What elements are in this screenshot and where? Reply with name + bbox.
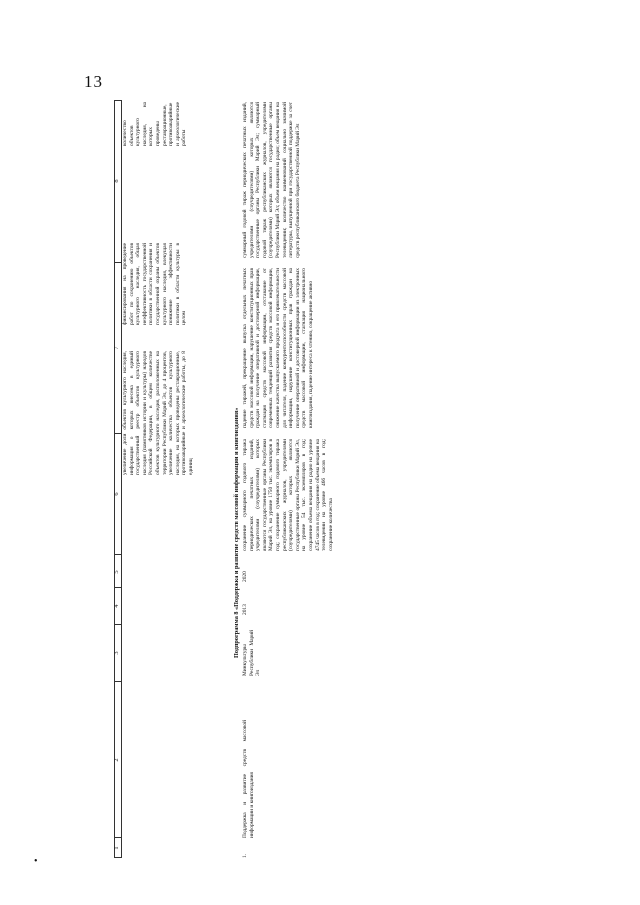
col-rule bbox=[114, 554, 122, 555]
col-rule bbox=[114, 681, 122, 682]
col-rule bbox=[114, 624, 122, 625]
row-col6: сохранение суммарного годового тиража периодических печатных изданий, учредителями (соучредителями) которых являются государственные органы Республики Марий Эл, на уровне 1750 тыс. экземпляров в год; сохранение суммарного годового тиража республиканских журналов, учредителями (соучредителями) которых являются государственные органы Республики Марий Эл, на уровне 54 тыс. экземпляров в год; сохранение объема вещания на радио на уровне 4745 часов в год; сохранение объема вещания на телевидении на уровне 466 часов в год; сохранение количества bbox=[242, 439, 334, 551]
subprogram-title: Подпрограмма 8 «Поддержка и развитие средств массовой информации и книгоиздания» bbox=[233, 407, 240, 658]
upper-row-col8: количество объектов культурного наследия, на которых проведены реставрационные, противоаварийные и археологические работы bbox=[122, 102, 188, 146]
upper-row-col6: увеличение доли объектов культурного наследия, информация о которых внесена в единый государственный реестр объектов культурного наследия (памятников истории и культуры) народов Российской Федерации, в общем количестве объектов культурного наследия, расположенных на территории Республики Марий Эл, до 4 процентов, увеличение количества объектов культурного наследия, на которых проведены реставрационные, противоаварийные и археологические работы, до 8 единиц bbox=[122, 351, 194, 475]
upper-row-col7: финансирования на проведение работ по сохранению объектов культурного наследия, общая неэффективность государственной политики в области сохранения и государственной охраны объектов культурного наследия, влекущая понижение эффективности политики в области культуры в целом bbox=[122, 243, 188, 325]
table-grid bbox=[104, 100, 534, 858]
col-rule bbox=[114, 100, 122, 101]
row-number: 1. bbox=[242, 853, 248, 858]
row-end-year: 2020 bbox=[242, 571, 248, 582]
col-header-6: 6 bbox=[113, 492, 120, 496]
header-top-rule bbox=[114, 100, 115, 858]
col-header-8: 8 bbox=[113, 179, 120, 183]
footer-mark: • bbox=[34, 856, 38, 867]
col-header-7: 7 bbox=[113, 346, 120, 350]
rotated-table-page bbox=[104, 100, 534, 858]
col-rule bbox=[114, 433, 122, 434]
row-executor: Минкультуры Республики Марий Эл bbox=[242, 630, 262, 676]
col-header-4: 4 bbox=[113, 604, 120, 608]
page-number: 13 bbox=[84, 72, 103, 91]
col-header-1: 1 bbox=[113, 846, 120, 850]
row-col8: суммарный годовой тираж периодических печатных изданий, учредителями (соучредителями) которых являются государственные органы Республики Марий Эл; суммарный годовой тираж республиканских журналов, учредителями (соучредителями) которых являются государственные органы Республики Марий Эл; объем вещания на радио; объем вещания на телевидении; количество наименований социально значимой литературы, выпущенной при государственной поддержке за счет средств республиканского бюджета Республики Марий Эл bbox=[242, 102, 301, 258]
row-start-year: 2013 bbox=[242, 604, 248, 615]
header-bottom-rule bbox=[121, 100, 122, 858]
row-name: Поддержка и развитие средств массовой информации и книгоиздания bbox=[242, 720, 255, 838]
col-header-5: 5 bbox=[113, 570, 120, 574]
row-col7: падение тиражей, прекращение выпуска отдельных печатных средств массовой информации, нарушение конституционных прав граждан на получение оперативной и достоверной информации, стагнация средств массовой информации, отставание от современных тенденций развития средств массовой информации, снижение качества выпускаемого продукта и его привлекательности для читателя, падение конкурентоспособности средств массовой информации, нарушение конституционных прав граждан на получение оперативной и достоверной информации из электронных средств массовой информации, стагнация национального книгоиздания, падение интереса к чтению, сокращение активно bbox=[242, 268, 314, 428]
col-header-3: 3 bbox=[113, 651, 120, 655]
col-rule bbox=[114, 262, 122, 263]
col-rule bbox=[114, 587, 122, 588]
col-header-2: 2 bbox=[113, 758, 120, 762]
